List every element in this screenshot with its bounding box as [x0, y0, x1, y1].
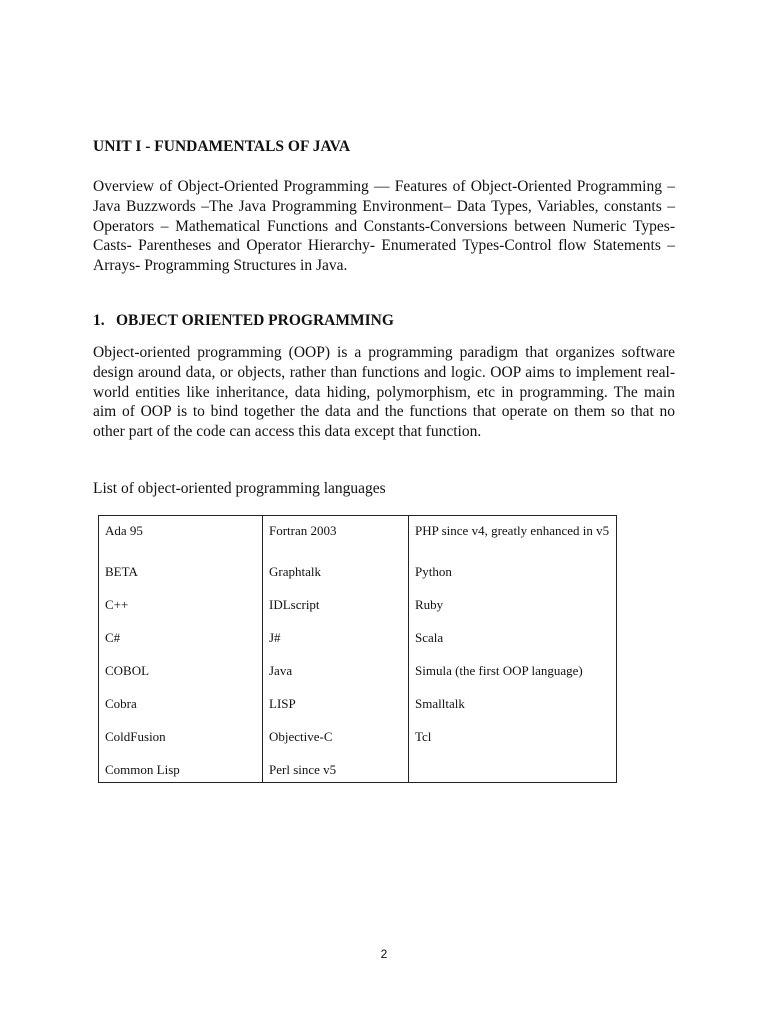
- table-row: [99, 656, 617, 689]
- unit-title: UNIT I - FUNDAMENTALS OF JAVA: [93, 138, 351, 155]
- table-cell: ColdFusion: [99, 722, 263, 755]
- table-cell: Ruby: [409, 590, 617, 623]
- table-cell: C++: [99, 590, 263, 623]
- table-row: [99, 516, 617, 558]
- table-cell: Objective-C: [263, 722, 409, 755]
- table-cell: Fortran 2003: [263, 516, 409, 558]
- table-cell: Smalltalk: [409, 689, 617, 722]
- table-cell: Tcl: [409, 722, 617, 755]
- table-cell: Ada 95: [99, 516, 263, 558]
- table-cell: BETA: [99, 557, 263, 590]
- table-cell: COBOL: [99, 656, 263, 689]
- table-cell: Cobra: [99, 689, 263, 722]
- table-cell: IDLscript: [263, 590, 409, 623]
- table-cell: Python: [409, 557, 617, 590]
- table-row: [99, 689, 617, 722]
- table-cell: Perl since v5: [263, 755, 409, 783]
- section-number: 1.: [93, 312, 105, 329]
- table-cell: Scala: [409, 623, 617, 656]
- table-cell: PHP since v4, greatly enhanced in v5: [409, 516, 617, 558]
- table-cell: Common Lisp: [99, 755, 263, 783]
- table-cell: [409, 755, 617, 783]
- table-cell: C#: [99, 623, 263, 656]
- page-number: 2: [380, 947, 388, 961]
- section-heading: [93, 312, 394, 330]
- overview-paragraph: Overview of Object-Oriented Programming — Features of Object-Oriented Programming – Java Buzzwords –The Java Programming Environment– Data Types, Variables, constants –Operators – Mathematical Functions and Constants-Conversions between Numeric Types- Casts- Parentheses and Operator Hierarchy- Enumerated Types-Control flow Statements – Arrays- Programming Structures in Java.: [93, 178, 675, 275]
- table-row: [99, 722, 617, 755]
- section-title: OBJECT ORIENTED PROGRAMMING: [116, 312, 394, 329]
- table-cell: Simula (the first OOP language): [409, 656, 617, 689]
- table-cell: Graphtalk: [263, 557, 409, 590]
- table-cell: J#: [263, 623, 409, 656]
- table-cell: LISP: [263, 689, 409, 722]
- table-row: [99, 623, 617, 656]
- table-row: [99, 557, 617, 590]
- list-caption: List of object-oriented programming languages: [93, 480, 386, 497]
- table-row: [99, 590, 617, 623]
- oop-definition-paragraph: Object-oriented programming (OOP) is a programming paradigm that organizes software design around data, or objects, rather than functions and logic. OOP aims to implement real-world entities like inheritance, data hiding, polymorphism, etc in programming. The main aim of OOP is to bind together the data and the functions that operate on them so that no other part of the code can access this data except that function.: [93, 344, 675, 441]
- table-cell: Java: [263, 656, 409, 689]
- languages-table: [98, 515, 617, 783]
- table-row: [99, 755, 617, 783]
